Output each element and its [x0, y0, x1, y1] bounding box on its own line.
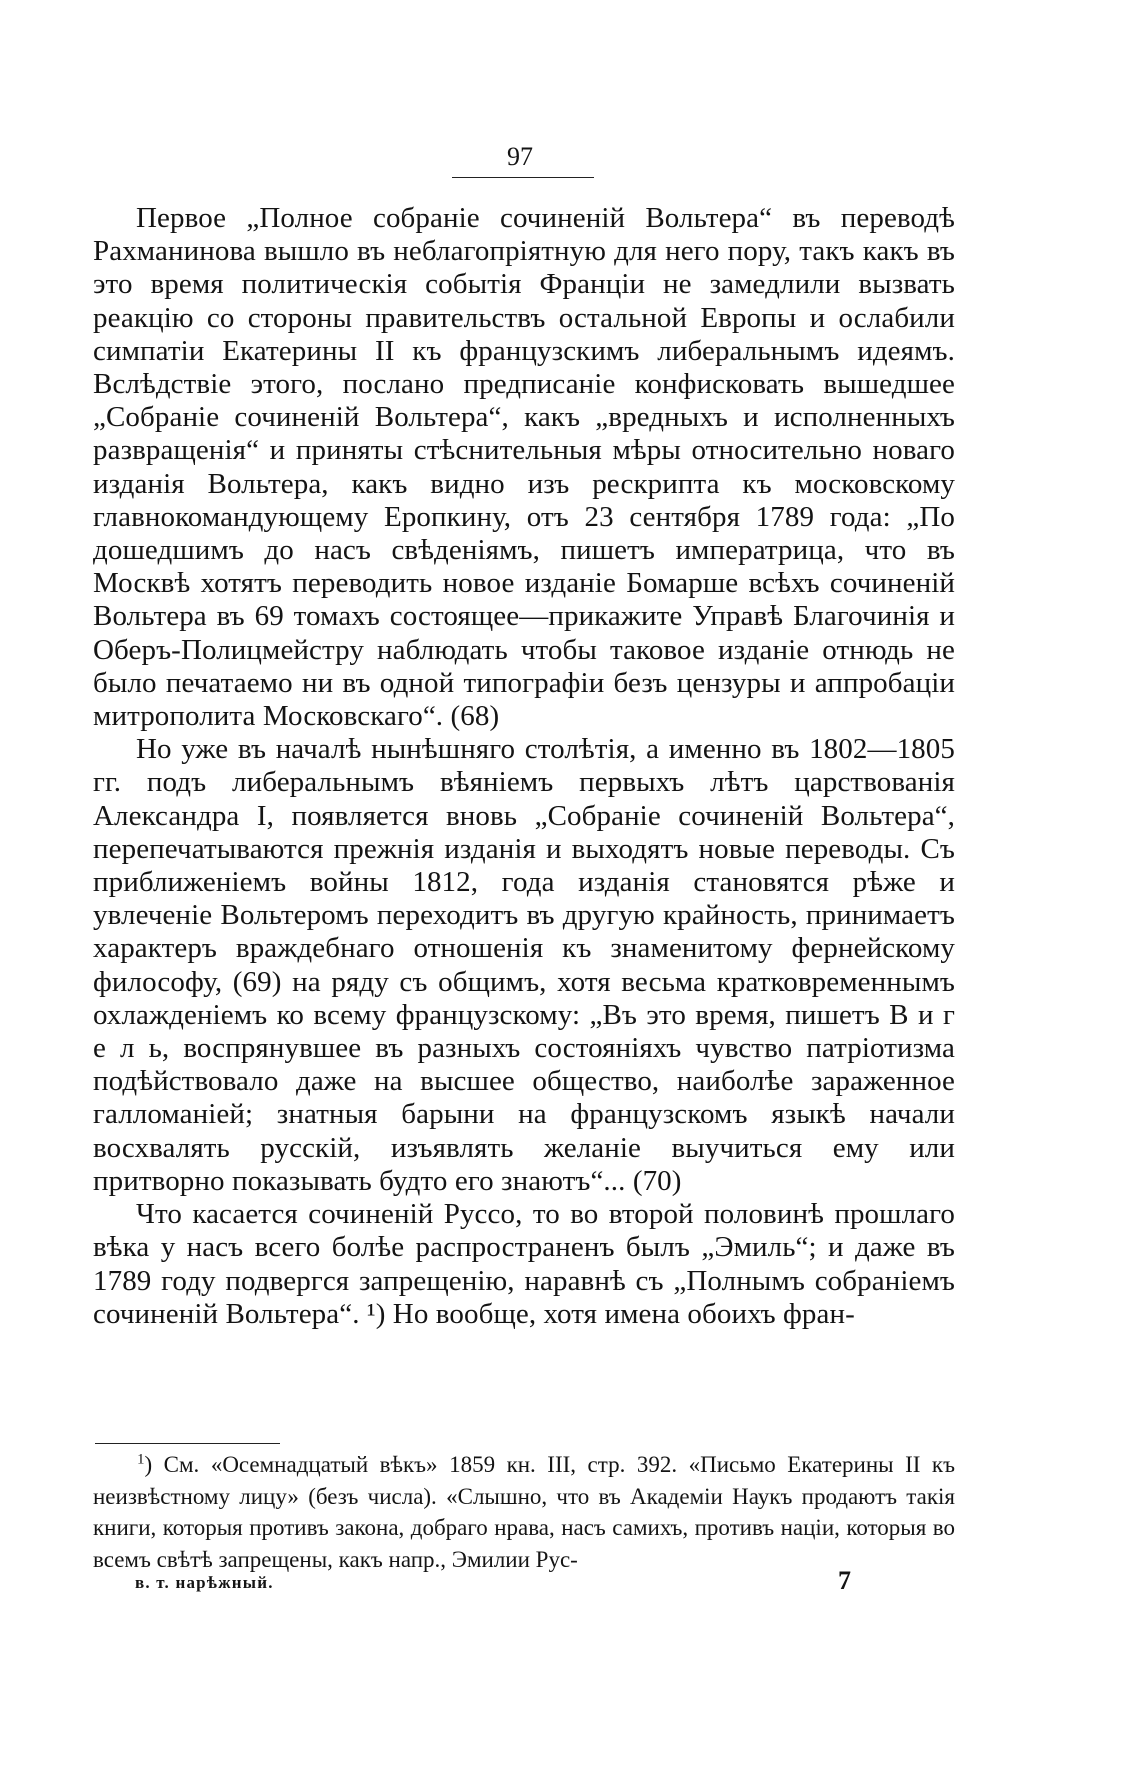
footnote-marker: 1 — [137, 1451, 145, 1468]
sheet-number: 7 — [838, 1566, 851, 1595]
paragraph: Первое „Полное собраніе сочиненій Вольтера“ въ переводѣ Рахманинова вышло въ неблагопріятную для него пору, такъ какъ въ это время политическія событія Франціи не замедлили вызвать реакцію со стороны правительствъ остальной Европы и ослабили симпатіи Екатерины II къ французскимъ либеральнымъ идеямъ. Вслѣдствіе этого, послано предписаніе конфисковать вышедшее „Собраніе сочиненій Вольтера“, какъ „вредныхъ и исполненныхъ развращенія“ и приняты стѣснительныя мѣры относительно новаго изданія Вольтера, какъ видно изъ рескрипта къ московскому главнокомандующему Еропкину, отъ 23 сентября 1789 года: „По дошедшимъ до насъ свѣденіямъ, пишетъ императрица, что въ Москвѣ хотятъ переводить новое изданіе Бомарше всѣхъ сочиненій Вольтера въ 69 томахъ состоящее—прикажите Управѣ Благочинія и Оберъ-Полицмейстру наблюдать чтобы таковое изданіе отнюдь не было печатаемо ни въ одной типографіи безъ цензуры и аппробаціи митрополита Московскаго“. (68) — [93, 202, 955, 733]
header-rule — [452, 177, 594, 178]
body-text — [93, 202, 955, 1331]
paragraph: Что касается сочиненій Руссо, то во второй половинѣ прошлаго вѣка у насъ всего болѣе распространенъ былъ „Эмиль“; и даже въ 1789 году подвергся запрещенію, наравнѣ съ „Полнымъ собраніемъ сочиненій Вольтера“. ¹) Но вообще, хотя имена обоихъ фран- — [93, 1198, 955, 1330]
footnote-rule — [95, 1443, 280, 1444]
footnote-text: ) См. «Осемнадцатый вѣкъ» 1859 кн. III, стр. 392. «Письмо Екатерины II къ неизвѣстному лицу» (безъ числа). «Слышно, что въ Академіи Наукъ продаютъ такія книги, которыя противъ закона, добраго нрава, насъ самихъ, противъ націи, которыя во всемъ свѣтѣ запрещены, какъ напр., Эмилии Рус- — [93, 1452, 955, 1572]
signature-author: в. т. нарѣжный. — [135, 1573, 274, 1592]
page-number: 97 — [507, 142, 533, 171]
footnote — [93, 1449, 955, 1575]
paragraph: Но уже въ началѣ нынѣшняго столѣтія, а именно въ 1802—1805 гг. подъ либеральнымъ вѣяніемъ первыхъ лѣтъ царствованія Александра I, появляется вновь „Собраніе сочиненій Вольтера“, перепечатываются прежнія изданія и выходятъ новые переводы. Съ приближеніемъ войны 1812, года изданія становятся рѣже и увлеченіе Вольтеромъ переходитъ въ другую крайность, принимаетъ характеръ враждебнаго отношенія къ знаменитому фернейскому философу, (69) на ряду съ общимъ, хотя весьма кратковременнымъ охлажденіемъ ко всему французскому: „Въ это время, пишетъ В и г е л ь, воспрянувшее въ разныхъ состояніяхъ чувство патріотизма подѣйствовало даже на высшее общество, наиболѣе зараженное галломаніей; знатныя барыни на французскомъ языкѣ начали восхвалять русскій, изъявлять желаніе выучиться ему или притворно показывать будто его знаютъ“... (70) — [93, 733, 955, 1197]
